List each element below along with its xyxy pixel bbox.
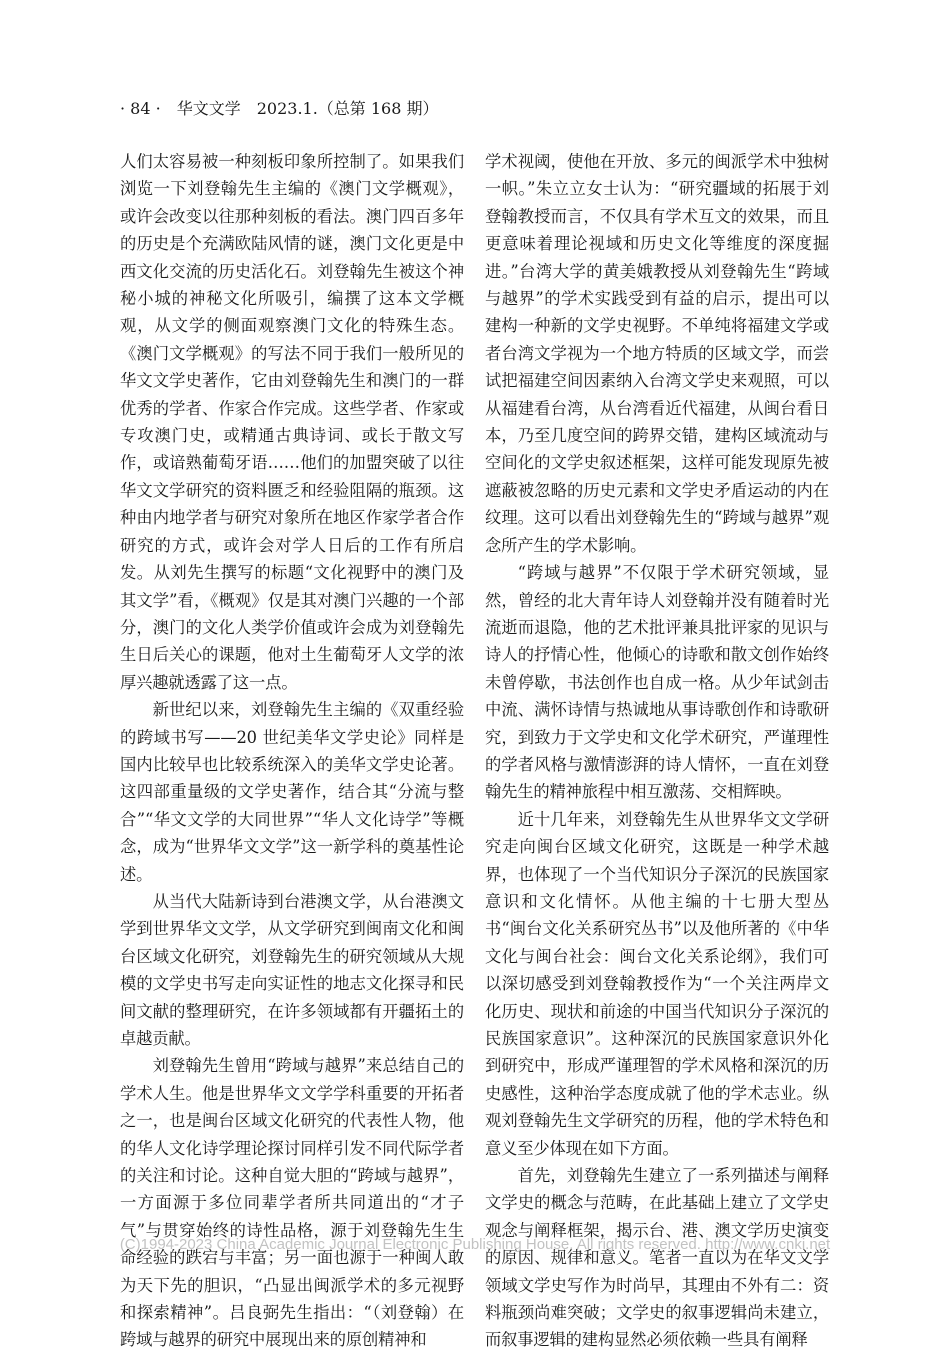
- paragraph: “跨域与越界”不仅限于学术研究领域，显然，曾经的北大青年诗人刘登翰并没有随着时光流逝而退隐，他的艺术批评兼具批评家的见识与诗人的抒情心性，他倾心的诗歌和散文创作始终未曾停歇，书法创作也自成一格。从少年试剑击中流、满怀诗情与热诚地从事诗歌创作和诗歌研究，到致力于文学史和文化学术研究，严谨理性的学者风格与激情澎湃的诗人情怀，一直在刘登翰先生的精神旅程中相互激荡、交相辉映。: [485, 563, 829, 802]
- paragraph: 学术视阈，使他在开放、多元的闽派学术中独树一帜。”朱立立女士认为：“研究疆域的拓展于刘登翰教授而言，不仅具有学术互文的效果，而且更意味着理论视域和历史文化等维度的深度掘进。”台湾大学的黄美娥教授从刘登翰先生“跨域与越界”的学术实践受到有益的启示，提出可以建构一种新的文学史视野。不单纯将福建文学或者台湾文学视为一个地方特质的区域文学，而尝试把福建空间因素纳入台湾文学史来观照，可以从福建看台湾，从台湾看近代福建，从闽台看日本，乃至几度空间的跨界交错，建构区域流动与空间化的文学史叙述框架，这样可能发现原先被遮蔽被忽略的历史元素和文学史矛盾运动的内在纹理。这可以看出刘登翰先生的“跨域与越界”观念所产生的学术影响。: [485, 152, 829, 555]
- issue-info: 2023.1.（总第 168 期）: [256, 99, 439, 118]
- paragraph: 近十几年来，刘登翰先生从世界华文文学研究走向闽台区域文化研究，这既是一种学术越界，也体现了一个当代知识分子深沉的民族国家意识和文化情怀。从他主编的十七册大型丛书“闽台文化关系研究丛书”以及他所著的《中华文化与闽台社会：闽台文化关系论纲》，我们可以深切感受到刘登翰教授作为“一个关注两岸文化历史、现状和前途的中国当代知识分子深沉的民族国家意识”。这种深沉的民族国家意识外化到研究中，形成严谨理智的学术风格和深沉的历史感性，这种治学态度成就了他的学术志业。纵观刘登翰先生文学研究的历程，他的学术特色和意义至少体现在如下方面。: [485, 809, 829, 1158]
- paragraph: 从当代大陆新诗到台港澳文学，从台港澳文学到世界华文文学，从文学研究到闽南文化和闽台区域文化研究，刘登翰先生的研究领域从大规模的文学史书写走向实证性的地志文化探寻和民间文献的整理研究，在许多领域都有开疆拓土的卓越贡献。: [120, 891, 464, 1048]
- paragraph: 人们太容易被一种刻板印象所控制了。如果我们浏览一下刘登翰先生主编的《澳门文学概观》，或许会改变以往那种刻板的看法。澳门四百多年的历史是个充满欧陆风情的谜，澳门文化更是中西文化交流的历史活化石。刘登翰先生被这个神秘小城的神秘文化所吸引，编撰了这本文学概观，从文学的侧面观察澳门文化的特殊生态。《澳门文学概观》的写法不同于我们一般所见的华文文学史著作，它由刘登翰先生和澳门的一群优秀的学者、作家合作完成。这些学者、作家或专攻澳门史，或精通古典诗词、或长于散文写作，或谙熟葡萄牙语……他们的加盟突破了以往华文文学研究的资料匮乏和经验阻隔的瓶颈。这种由内地学者与研究对象所在地区作家学者合作研究的方式，或许会对学人日后的工作有所启发。从刘先生撰写的标题“文化视野中的澳门及其文学”看，《概观》仅是其对澳门兴趣的一个部分，澳门的文化人类学价值或许会成为刘登翰先生日后关心的课题，他对土生葡萄牙人文学的浓厚兴趣就透露了这一点。: [120, 152, 464, 692]
- copyright-footer: (C)1994-2023 China Academic Journal Electronic Publishing House. All rights reserved. http://www.cnki.net: [119, 1236, 831, 1253]
- paragraph: 首先，刘登翰先生建立了一系列描述与阐释文学史的概念与范畴，在此基础上建立了文学史观念与阐释框架，揭示台、港、澳文学历史演变的原因、规律和意义。笔者一直以为在华文文学领域文学史写作为时尚早，其理由不外有二：资料瓶颈尚难突破；文学史的叙事逻辑尚未建立，而叙事逻辑的建构显然必须依赖一些具有阐释: [485, 1166, 829, 1350]
- right-column: [485, 148, 829, 1354]
- paragraph: 新世纪以来，刘登翰先生主编的《双重经验的跨域书写——20 世纪美华文学史论》同样是国内比较早也比较系统深入的美华文学史论著。这四部重量级的文学史著作，结合其“分流与整合”“华文文学的大同世界”“华人文化诗学”等概念，成为“世界华文文学”这一新学科的奠基性论述。: [120, 700, 464, 884]
- left-column: [120, 148, 464, 1354]
- journal-name: 华文文学: [176, 99, 241, 118]
- page-number: · 84 ·: [120, 99, 161, 118]
- paragraph: 刘登翰先生曾用“跨域与越界”来总结自己的学术人生。他是世界华文文学学科重要的开拓者之一，也是闽台区域文化研究的代表性人物，他的华人文化诗学理论探讨同样引发不同代际学者的关注和讨论。这种自觉大胆的“跨域与越界”，一方面源于多位同辈学者所共同道出的“才子气”与贯穿始终的诗性品格，源于刘登翰先生生命经验的跌宕与丰富；另一面也源于一种闽人敢为天下先的胆识，“凸显出闽派学术的多元视野和探索精神”。吕良弼先生指出：“（刘登翰）在跨域与越界的研究中展现出来的原创精神和: [120, 1056, 464, 1350]
- running-header: [120, 96, 840, 122]
